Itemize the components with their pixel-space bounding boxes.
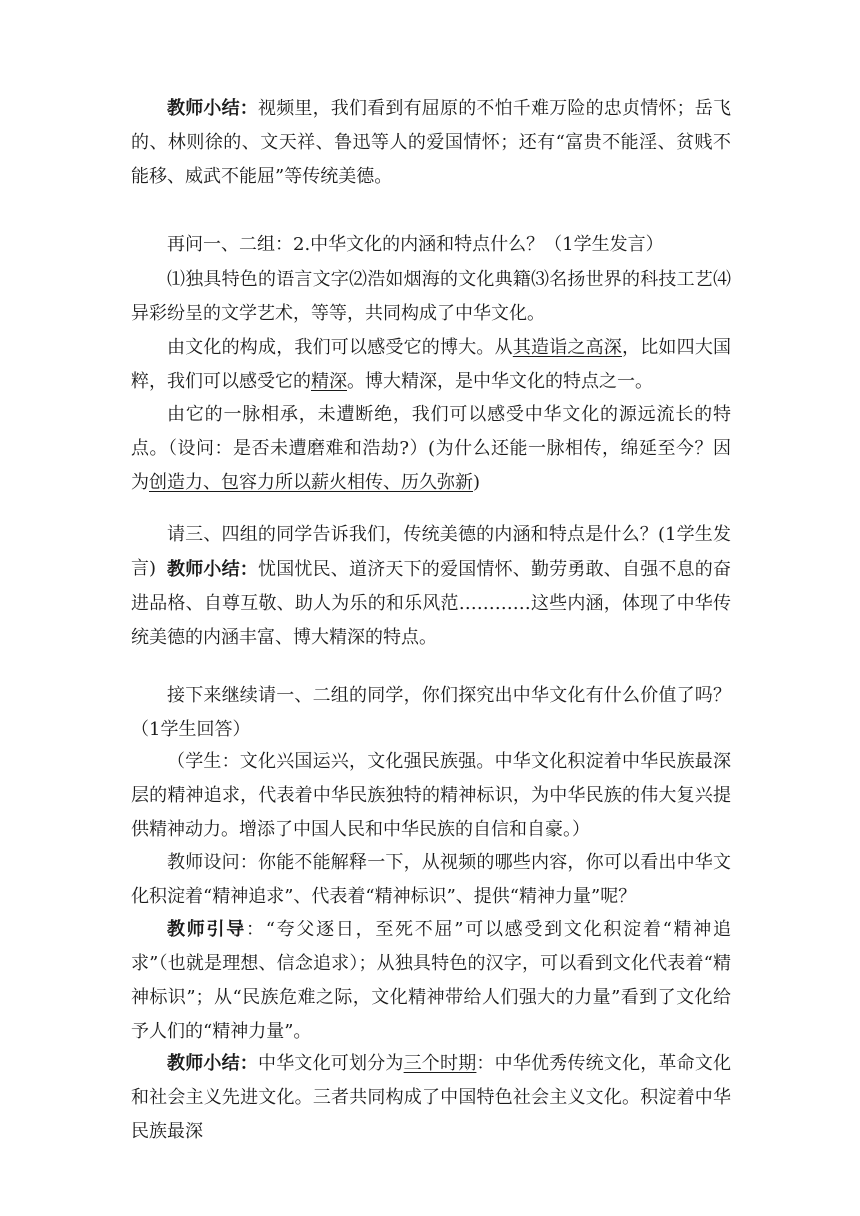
- paragraph-text: 由它的一脉相承，未遭断绝，我们可以感受中华文化的源远流长的特点。（设问：是否未遭磨难和浩劫?）(为什么还能一脉相传，绵延至今？因为: [131, 404, 731, 493]
- paragraph-teacher-summary-2: [131, 553, 731, 655]
- paragraph-text: ): [473, 472, 481, 493]
- paragraph-text: ⑴独具特色的语言文字⑵浩如烟海的文化典籍⑶名扬世界的科技工艺⑷异彩纷呈的文学艺术，等等，共同构成了中华文化。: [131, 269, 731, 324]
- paragraph-teacher-summary-3: [131, 1047, 731, 1149]
- label-teacher-guidance: 教师引导: [167, 919, 246, 940]
- paragraph-question-2: [131, 228, 731, 262]
- paragraph-text: （学生：文化兴国运兴，文化强民族强。中华文化积淀着中华民族最深层的精神追求，代表着中华民族独特的精神标识，为中华民族的伟大复兴提供精神动力。增添了中国人民和中华民族的自信和自豪。）: [131, 751, 731, 840]
- underlined-text: 创造力、包容力所以薪火相传、历久弥新: [149, 472, 473, 493]
- paragraph-text: 忧国忧民、道济天下的爱国情怀、勤劳勇敢、自强不息的奋进品格、自尊互敬、助人为乐的和乐风范…………这些内涵，体现了中华传统美德的内涵丰富、博大精深的特点。: [131, 559, 731, 648]
- paragraph-text: 请三、四组的同学告诉我们，传统美德的内涵和特点是什么？(1学生发言): [131, 524, 731, 579]
- paragraph-culture-components: [131, 263, 731, 331]
- paragraph-text: 。博大精深，是中华文化的特点之一。: [347, 371, 653, 392]
- underlined-text: 其造诣之高深: [512, 337, 623, 358]
- paragraph-text: 中华文化可划分为: [258, 1053, 404, 1074]
- paragraph-teacher-summary-1: [131, 92, 731, 194]
- paragraph-long-history: [131, 398, 731, 500]
- paragraph-text: ：“夸父逐日，至死不屈”可以感受到文化积淀着“精神追求”（也就是理想、信念追求）；从独具特色的汉字，可以看到文化代表着“精神标识”；从“民族危难之际，文化精神带给人们强大的力量”看到了文化给予人们的“精神力量”。: [131, 919, 731, 1042]
- paragraph-text: 再问一、二组：2.中华文化的内涵和特点什么？（1学生发言）: [167, 234, 664, 255]
- paragraph-text: 由文化的构成，我们可以感受它的博大。从: [167, 337, 513, 358]
- paragraph-broad-profound: [131, 331, 731, 399]
- paragraph-student-answer: [131, 745, 731, 847]
- label-teacher-summary: 教师小结：: [167, 1053, 258, 1074]
- paragraph-text: 视频里，我们看到有屈原的不怕千难万险的忠贞情怀；岳飞的、林则徐的、文天祥、鲁迅等人的爱国情怀；还有“富贵不能淫、贫贱不能移、威武不能屈”等传统美德。: [131, 98, 731, 187]
- paragraph-text: 接下来继续请一、二组的同学，你们探究出中华文化有什么价值了吗？（1学生回答）: [131, 685, 731, 740]
- paragraph-text: ：中华优秀传统文化，革命文化和社会主义先进文化。三者共同构成了中国特色社会主义文化。积淀着中华民族最深: [131, 1053, 732, 1142]
- paragraph-text: ，比如四大国粹，我们可以感受它的: [131, 337, 732, 392]
- paragraph-teacher-guidance: [131, 913, 731, 1049]
- paragraph-question-value: [131, 679, 731, 747]
- paragraph-teacher-question: [131, 846, 731, 914]
- label-teacher-summary: 教师小结：: [167, 559, 258, 580]
- paragraph-text: 教师设问：你能不能解释一下，从视频的哪些内容，你可以看出中华文化积淀着“精神追求”、代表着“精神标识”、提供“精神力量”呢？: [131, 852, 731, 907]
- underlined-text: 精深: [311, 371, 347, 392]
- underlined-text: 三个时期: [403, 1053, 477, 1074]
- label-teacher-summary: 教师小结：: [167, 98, 258, 119]
